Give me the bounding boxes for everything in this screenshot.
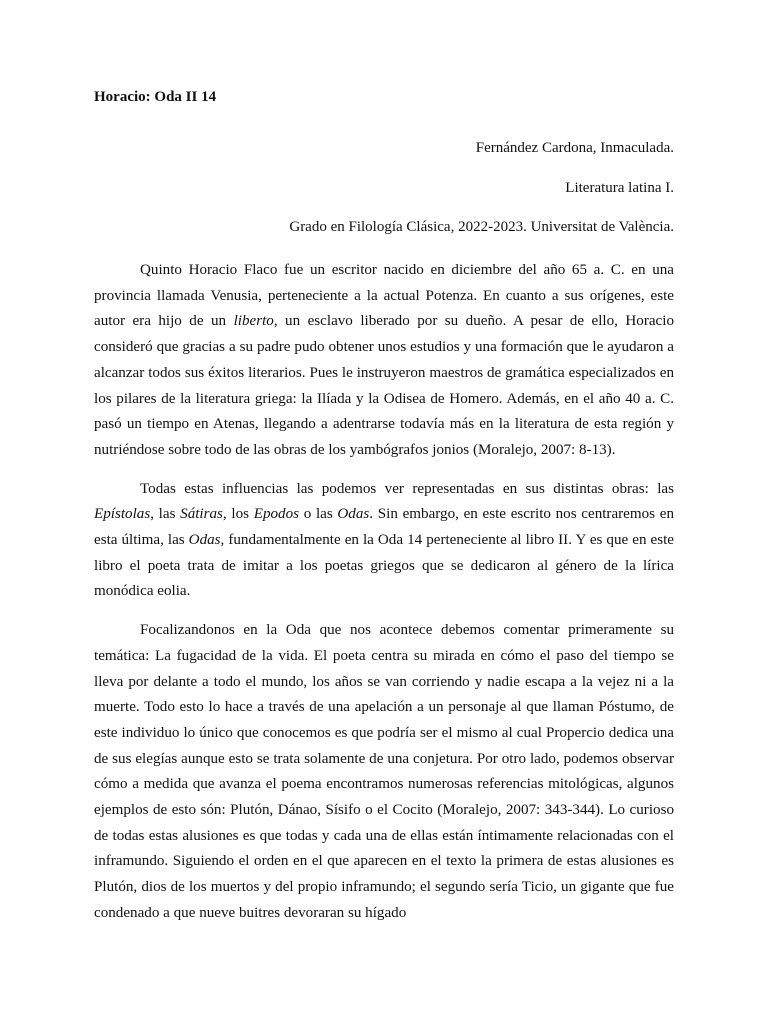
document-title: Horacio: Oda II 14 xyxy=(94,89,217,105)
paragraph-2-italic-epodos: Epodos xyxy=(253,506,299,523)
paragraph-2-italic-satiras: Sátiras xyxy=(180,506,223,523)
paragraph-2-italic-odas: Odas xyxy=(337,506,370,523)
author-line: Fernández Cardona, Inmaculada. xyxy=(475,140,674,156)
paragraph-1-italic-liberto: liberto xyxy=(233,313,274,330)
paragraph-3: Focalizandonos en la Oda que nos acontece debemos comentar primeramente su temática: La fugacidad de la vida. El poeta centra su mirada en cómo el paso del tiempo se lleva por delante a todo el mundo, los años se van corriendo y nadie escapa a la vejez ni a la muerte. Todo esto lo hace a través de una apelación a un personaje al que llaman Póstumo, de este individuo lo único que conocemos es que podría ser el mismo al cual Propercio dedica una de sus elegías aunque esto se trata solamente de una conjetura. Por otro lado, podemos observar cómo a medida que avanza el poema encontramos numerosas referencias mitológicas, algunos ejemplos de esto són: Plutón, Dánao, Sísifo o el Cocito (Moralejo, 2007: 343-344). Lo curioso de todas estas alusiones es que todas y cada una de ellas están íntimamente relacionadas con el inframundo. Siguiendo el orden en el que aparecen en el texto la primera de estas alusiones es Plutón, dios de los muertos y del propio inframundo; el segundo sería Ticio, un gigante que fue condenado a que nueve buitres devoraran su hígado xyxy=(94,622,674,921)
course-line: Literatura latina I. xyxy=(565,180,674,196)
paragraph-2-text-e: . Sin embargo, en este escrito nos centraremos en esta última, las xyxy=(94,506,674,549)
paragraph-2-italic-odas-2: Odas xyxy=(188,532,221,549)
program-line: Grado en Filología Clásica, 2022-2023. Universitat de València. xyxy=(289,219,674,235)
paragraph-2-text-f: , fundamentalmente en la Oda 14 perteneciente al libro II. Y es que en este libro el poeta trata de imitar a los poetas griegos que se dedicaron al género de la lírica monódica eolia. xyxy=(94,532,674,600)
paragraph-2-text-a: Todas estas influencias las podemos ver representadas en sus distintas obras: las xyxy=(140,480,674,497)
paragraph-2-text-b: , las xyxy=(150,506,181,523)
paragraph-1-text-a: Quinto Horacio Flaco fue un escritor nacido en diciembre del año 65 a. C. en una provincia llamada Venusia, perteneciente a la actual Potenza. En cuanto a sus orígenes, este autor era hijo de un xyxy=(94,262,674,330)
paragraph-2-text-d: o las xyxy=(299,506,338,523)
paragraph-1-text-b: , un esclavo liberado por su dueño. A pesar de ello, Horacio consideró que gracias a su padre pudo obtener unos estudios y una formación que le ayudaron a alcanzar todos sus éxitos literarios. Pues le instruyeron maestros de gramática especializados en los pilares de la literatura griega: la Ilíada y la Odisea de Homero. Además, en el año 40 a. C. pasó un tiempo en Atenas, llegando a adentrarse todavía más en la literatura de esta región y nutriéndose sobre todo de las obras de los yambógrafos jonios (Moralejo, 2007: 8-13). xyxy=(94,313,674,458)
document-body xyxy=(94,258,674,940)
paragraph-2-italic-epistolas: Epístolas xyxy=(94,506,151,523)
paragraph-2 xyxy=(94,477,674,606)
paragraph-2-text-c: , los xyxy=(222,506,254,523)
paragraph-1 xyxy=(94,258,674,464)
